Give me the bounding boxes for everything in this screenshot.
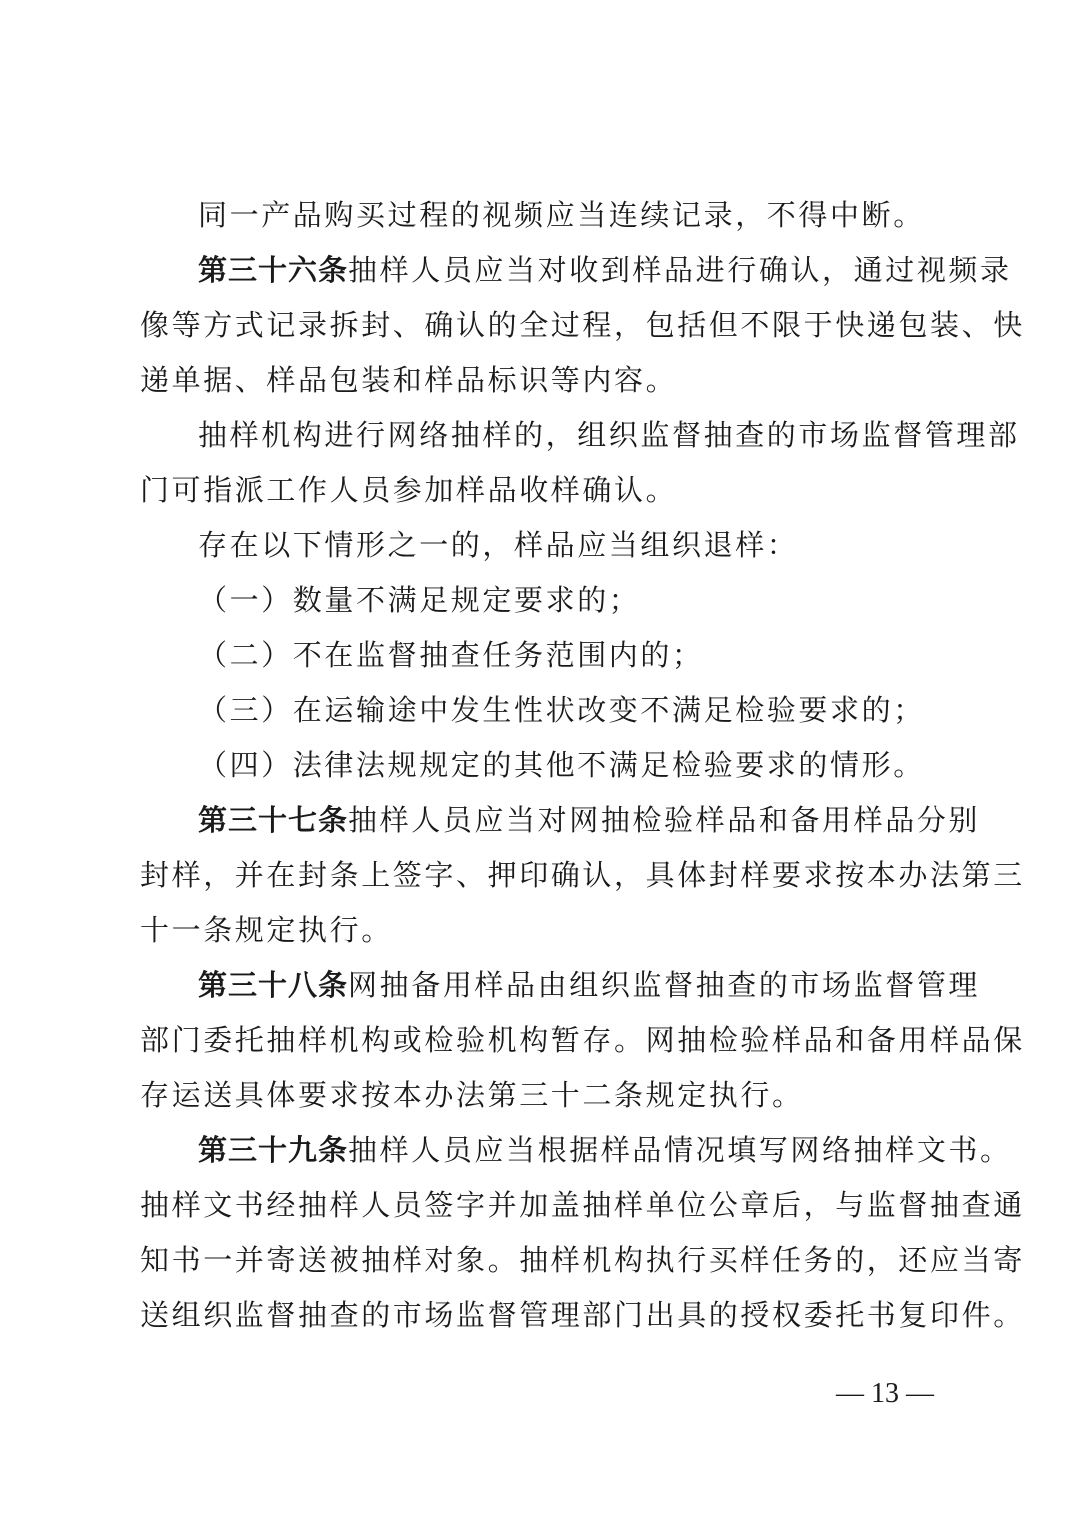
line-text: 封样，并在封条上签字、押印确认，具体封样要求按本办法第三 (140, 858, 1025, 892)
text-line (140, 243, 1012, 298)
text-line (140, 463, 940, 518)
text-line (140, 793, 981, 848)
line-text: 像等方式记录拆封、确认的全过程，包括但不限于快递包装、快 (140, 308, 1025, 342)
line-text: 抽样机构进行网络抽样的，组织监督抽查的市场监督管理部 (198, 418, 1020, 452)
article-heading: 第三十八条 (198, 968, 349, 1002)
page-number: — 13 — (836, 1378, 934, 1409)
line-text: 十一条规定执行。 (140, 913, 393, 947)
line-text: 网抽备用样品由组织监督抽查的市场监督管理 (348, 968, 981, 1002)
text-line (140, 958, 981, 1013)
text-line (140, 1178, 1025, 1233)
line-text: 递单据、样品包装和样品标识等内容。 (140, 363, 678, 397)
text-line (140, 1288, 1025, 1343)
text-line (140, 1123, 1012, 1178)
list-item (140, 628, 940, 683)
list-item (140, 738, 940, 793)
text-line (140, 848, 1025, 903)
line-text: （三）在运输途中发生性状改变不满足检验要求的； (198, 693, 925, 727)
line-text: 抽样人员应当对收到样品进行确认，通过视频录 (348, 253, 1012, 287)
line-text: （四）法律法规规定的其他不满足检验要求的情形。 (198, 748, 925, 782)
text-line (140, 903, 940, 958)
list-item (140, 683, 940, 738)
line-text: 送组织监督抽查的市场监督管理部门出具的授权委托书复印件。 (140, 1298, 1025, 1332)
line-text: 抽样人员应当对网抽检验样品和备用样品分别 (348, 803, 981, 837)
line-text: 抽样人员应当根据样品情况填写网络抽样文书。 (348, 1133, 1012, 1167)
article-heading: 第三十九条 (198, 1133, 349, 1167)
line-text: （一）数量不满足规定要求的； (198, 583, 641, 617)
body-text (140, 188, 1025, 1343)
line-text: （二）不在监督抽查任务范围内的； (198, 638, 704, 672)
text-line (140, 518, 940, 573)
text-line (140, 353, 940, 408)
line-text: 存运送具体要求按本办法第三十二条规定执行。 (140, 1078, 804, 1112)
line-text: 门可指派工作人员参加样品收样确认。 (140, 473, 678, 507)
text-line (140, 1013, 1025, 1068)
line-text: 同一产品购买过程的视频应当连续记录，不得中断。 (198, 198, 925, 232)
text-line (140, 188, 940, 243)
text-line (140, 1068, 940, 1123)
text-line (140, 408, 1020, 463)
text-line (140, 298, 1025, 353)
line-text: 存在以下情形之一的，样品应当组织退样： (198, 528, 799, 562)
line-text: 抽样文书经抽样人员签字并加盖抽样单位公章后，与监督抽查通 (140, 1188, 1025, 1222)
line-text: 知书一并寄送被抽样对象。抽样机构执行买样任务的，还应当寄 (140, 1243, 1025, 1277)
text-line (140, 1233, 1025, 1288)
line-text: 部门委托抽样机构或检验机构暂存。网抽检验样品和备用样品保 (140, 1023, 1025, 1057)
list-item (140, 573, 940, 628)
article-heading: 第三十六条 (198, 253, 349, 287)
article-heading: 第三十七条 (198, 803, 349, 837)
